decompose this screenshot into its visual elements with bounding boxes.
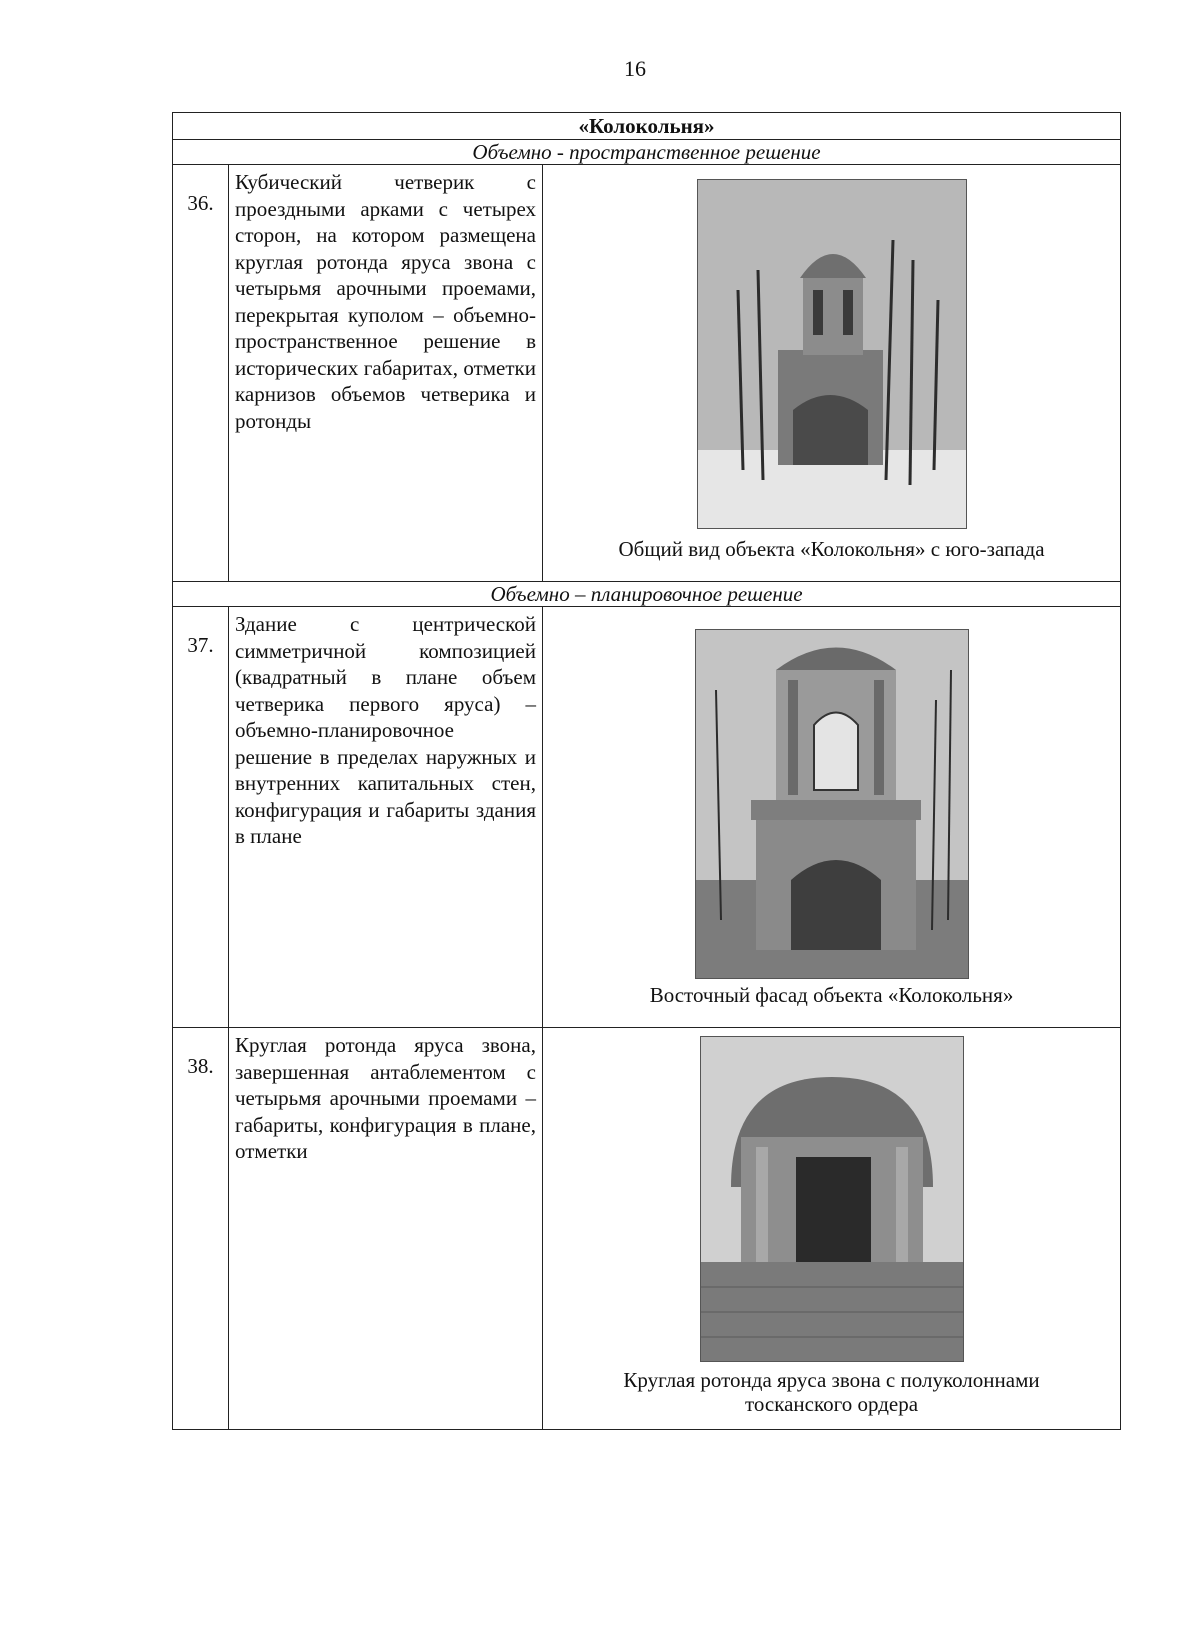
rotunda-photo	[700, 1036, 964, 1362]
item-number: 36.	[173, 165, 229, 582]
item-description: Здание с центрической симметричной композицией (квадратный в плане объем четверика первого яруса) – объемно-планировочное решение в пределах наружных и внутренних капитальных стен, конфигурация и габариты здания в плане	[229, 607, 543, 1028]
section-heading-row	[173, 582, 1121, 607]
photo-caption: Общий вид объекта «Колокольня» с юго-запада	[618, 537, 1045, 561]
table-row	[173, 165, 1121, 582]
bell-tower-facade-illustration	[696, 630, 968, 978]
item-description: Круглая ротонда яруса звона, завершенная антаблементом с четырьмя арочными проемами – габариты, конфигурация в плане, отметки	[229, 1028, 543, 1430]
section-heading: Объемно - пространственное решение	[173, 140, 1121, 165]
item-photo-cell	[543, 165, 1121, 582]
table-title-row	[173, 113, 1121, 140]
bell-tower-illustration	[698, 180, 966, 528]
table-title: «Колокольня»	[173, 113, 1121, 140]
item-photo-cell	[543, 1028, 1121, 1430]
section-heading-row	[173, 140, 1121, 165]
item-description: Кубический четверик с проездными арками с четырех сторон, на котором размещена круглая ротонда яруса звона с четырьмя арочными проемами, перекрытая куполом – объемно-пространственное решение в исторических габаритах, отметки карнизов объемов четверика и ротонды	[229, 165, 543, 582]
photo-caption: Восточный фасад объекта «Колокольня»	[649, 983, 1014, 1007]
bell-tower-southwest-photo	[697, 179, 967, 529]
item-number: 37.	[173, 607, 229, 1028]
item-number: 38.	[173, 1028, 229, 1430]
rotunda-illustration	[701, 1037, 963, 1361]
heritage-table	[172, 112, 1121, 1430]
section-heading: Объемно – планировочное решение	[173, 582, 1121, 607]
table-row	[173, 1028, 1121, 1430]
table-row	[173, 607, 1121, 1028]
bell-tower-east-facade-photo	[695, 629, 969, 979]
page-number: 16	[624, 56, 646, 81]
item-photo-cell	[543, 607, 1121, 1028]
photo-caption: Круглая ротонда яруса звона с полуколоннами тосканского ордера	[623, 1368, 1040, 1416]
